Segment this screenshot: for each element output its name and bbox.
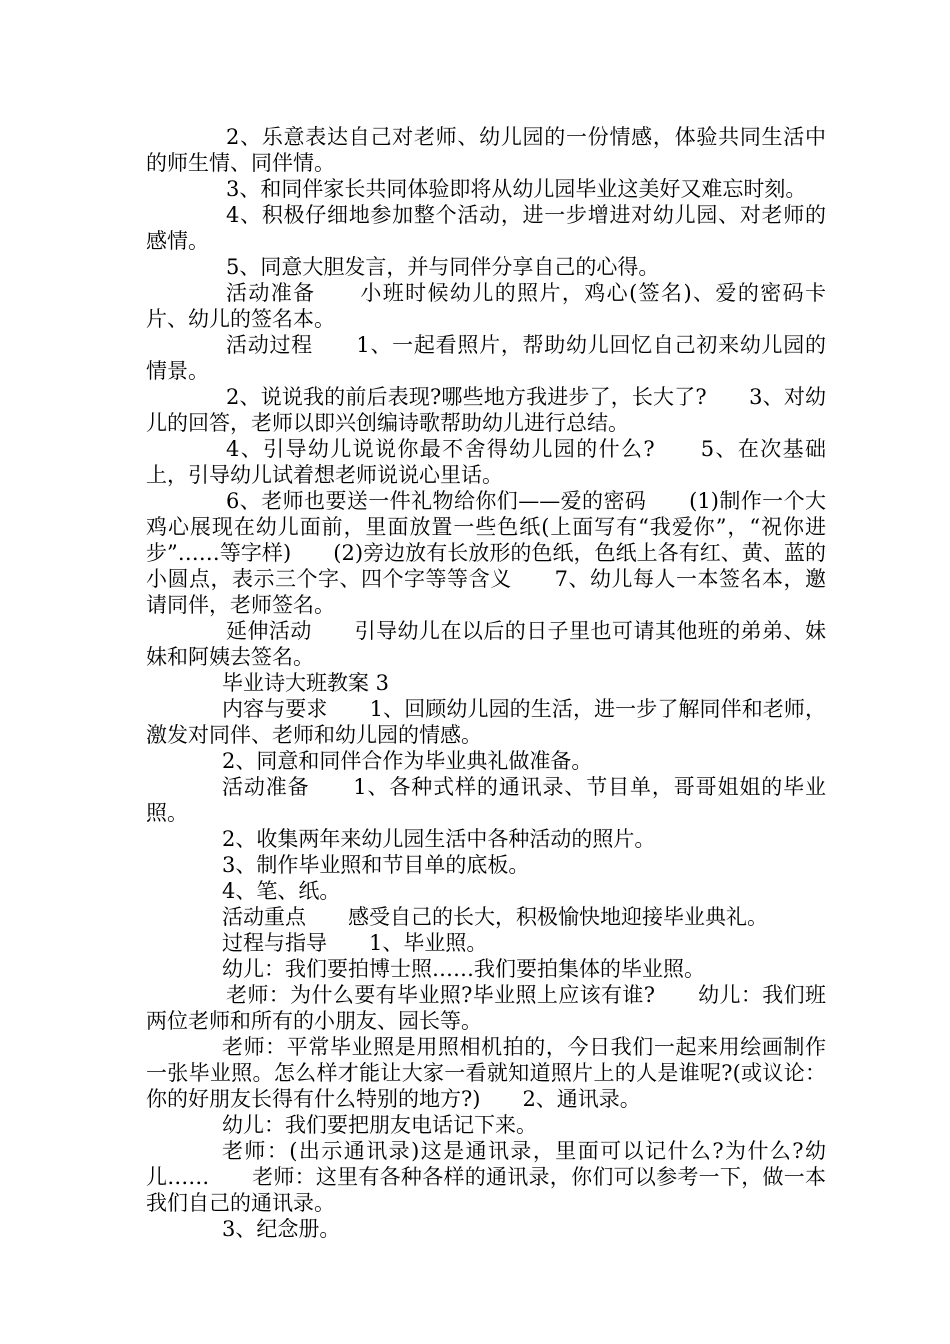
paragraph: 3、制作毕业照和节目单的底板。: [222, 853, 530, 877]
paragraph: 5、同意大胆发言，并与同伴分享自己的心得。: [226, 255, 660, 279]
paragraph: 老师：平常毕业照是用照相机拍的，今日我们一起来用绘画制作一张毕业照。怎么样才能让大家一看就知道照片上的人是谁呢?(或议论：你的好朋友长得有什么特别的地方?) 2、通讯录。: [146, 1035, 826, 1111]
paragraph: 活动过程 1、一起看照片，帮助幼儿回忆自己初来幼儿园的情景。: [146, 333, 826, 383]
paragraph: 延伸活动 引导幼儿在以后的日子里也可请其他班的弟弟、妹妹和阿姨去签名。: [146, 619, 826, 669]
paragraph: 4、笔、纸。: [222, 879, 341, 903]
paragraph: 内容与要求 1、回顾幼儿园的生活，进一步了解同伴和老师，激发对同伴、老师和幼儿园的情感。: [146, 697, 826, 747]
paragraph: 4、引导幼儿说说你最不舍得幼儿园的什么? 5、在次基础上，引导幼儿试着想老师说说心里话。: [146, 437, 826, 487]
section-heading: 毕业诗大班教案 3: [222, 671, 390, 695]
paragraph: 3、和同伴家长共同体验即将从幼儿园毕业这美好又难忘时刻。: [226, 177, 807, 201]
paragraph: 3、纪念册。: [222, 1217, 341, 1241]
paragraph: 幼儿：我们要把朋友电话记下来。: [222, 1113, 537, 1137]
document-body: [146, 124, 826, 1242]
paragraph: 幼儿：我们要拍博士照……我们要拍集体的毕业照。: [222, 957, 705, 981]
paragraph: 活动准备 小班时候幼儿的照片，鸡心(签名)、爱的密码卡片、幼儿的签名本。: [146, 281, 826, 331]
paragraph: 活动准备 1、各种式样的通讯录、节目单，哥哥姐姐的毕业照。: [146, 775, 826, 825]
paragraph: 4、积极仔细地参加整个活动，进一步增进对幼儿园、对老师的感情。: [146, 203, 826, 253]
paragraph: 老师：为什么要有毕业照?毕业照上应该有谁? 幼儿：我们班两位老师和所有的小朋友、园长等。: [146, 983, 826, 1033]
paragraph: 2、收集两年来幼儿园生活中各种活动的照片。: [222, 827, 656, 851]
paragraph: 2、说说我的前后表现?哪些地方我进步了，长大了? 3、对幼儿的回答，老师以即兴创编诗歌帮助幼儿进行总结。: [146, 385, 826, 435]
paragraph: 活动重点 感受自己的长大，积极愉快地迎接毕业典礼。: [222, 905, 768, 929]
paragraph: 2、同意和同伴合作为毕业典礼做准备。: [222, 749, 593, 773]
paragraph: 老师：(出示通讯录)这是通讯录，里面可以记什么?为什么?幼儿…… 老师：这里有各种各样的通讯录，你们可以参考一下，做一本我们自己的通讯录。: [146, 1139, 826, 1215]
paragraph: 6、老师也要送一件礼物给你们——爱的密码 (1)制作一个大鸡心展现在幼儿面前，里面放置一些色纸(上面写有“我爱你”，“祝你进步”……等字样) (2)旁边放有长放形的色纸，色纸上各有红、黄、蓝的小圆点，表示三个字、四个字等等含义 7、幼儿每人一本签名本，邀请同伴，老师签名。: [146, 489, 826, 617]
paragraph: 过程与指导 1、毕业照。: [222, 931, 488, 955]
paragraph: 2、乐意表达自己对老师、幼儿园的一份情感，体验共同生活中的师生情、同伴情。: [146, 125, 826, 175]
